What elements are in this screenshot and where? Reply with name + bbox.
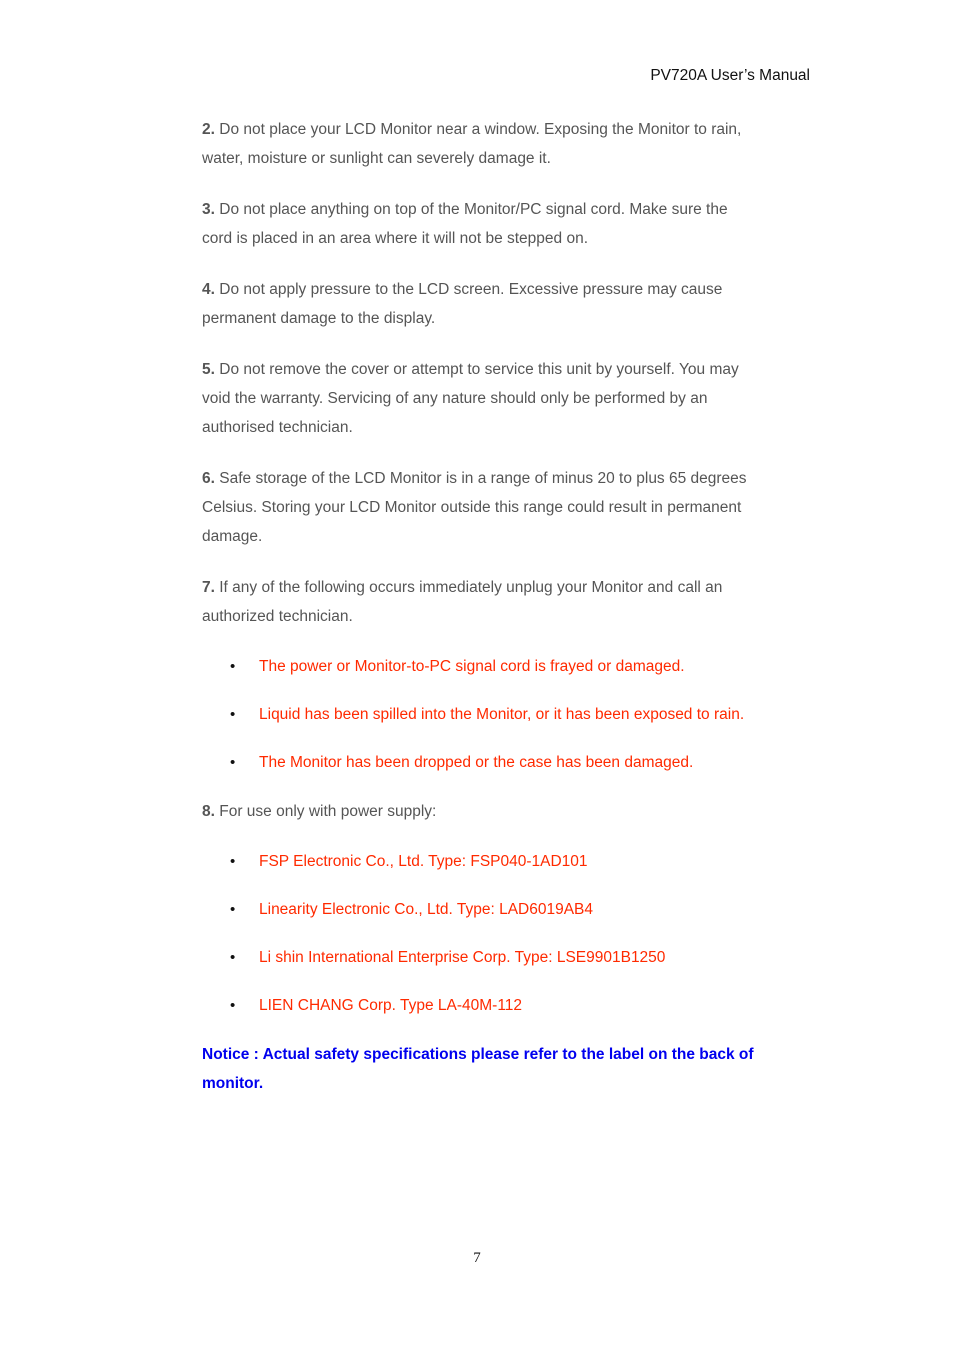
safety-item-5 <box>202 355 762 442</box>
bullet-icon: • <box>230 853 236 870</box>
bullet-icon: • <box>230 901 236 918</box>
list-item <box>202 944 762 972</box>
item-text: If any of the following occurs immediately unplug your Monitor and call an authorized technician. <box>202 579 723 625</box>
bullet-icon: • <box>230 754 236 771</box>
item-number: 3. <box>202 201 215 218</box>
safety-item-8 <box>202 797 762 826</box>
item-text: Do not apply pressure to the LCD screen. Excessive pressure may cause permanent damage to the display. <box>202 281 723 327</box>
list-item <box>202 992 762 1020</box>
item-7-bullet-list <box>202 653 762 777</box>
list-item-text: Li shin International Enterprise Corp. Type: LSE9901B1250 <box>259 949 666 966</box>
bullet-icon: • <box>230 658 236 675</box>
safety-item-6 <box>202 464 762 551</box>
list-item-text: FSP Electronic Co., Ltd. Type: FSP040-1AD101 <box>259 853 588 870</box>
safety-item-4 <box>202 275 762 333</box>
item-number: 7. <box>202 579 215 596</box>
safety-item-3 <box>202 195 762 253</box>
item-text: For use only with power supply: <box>219 803 437 820</box>
page-header: PV720A User’s Manual <box>650 67 810 84</box>
page-number: 7 <box>473 1250 481 1266</box>
bullet-icon: • <box>230 706 236 723</box>
item-number: 6. <box>202 470 215 487</box>
list-item <box>202 653 762 681</box>
item-text: Do not place your LCD Monitor near a window. Exposing the Monitor to rain, water, moisture or sunlight can severely damage it. <box>202 121 742 167</box>
item-text: Safe storage of the LCD Monitor is in a range of minus 20 to plus 65 degrees Celsius. Storing your LCD Monitor outside this range could result in permanent damage. <box>202 470 747 545</box>
bullet-icon: • <box>230 997 236 1014</box>
list-item <box>202 896 762 924</box>
item-text: Do not place anything on top of the Monitor/PC signal cord. Make sure the cord is placed in an area where it will not be stepped on. <box>202 201 728 247</box>
item-8-bullet-list <box>202 848 762 1020</box>
document-body <box>202 115 762 1098</box>
list-item <box>202 701 762 729</box>
bullet-icon: • <box>230 949 236 966</box>
item-text: Do not remove the cover or attempt to service this unit by yourself. You may void the warranty. Servicing of any nature should only be performed by an authorised technician. <box>202 361 739 436</box>
list-item-text: The Monitor has been dropped or the case has been damaged. <box>259 754 694 771</box>
list-item <box>202 749 762 777</box>
list-item-text: Linearity Electronic Co., Ltd. Type: LAD6019AB4 <box>259 901 594 918</box>
list-item-text: Liquid has been spilled into the Monitor, or it has been exposed to rain. <box>259 706 745 723</box>
list-item-text: The power or Monitor-to-PC signal cord is frayed or damaged. <box>259 658 685 675</box>
item-number: 2. <box>202 121 215 138</box>
item-number: 8. <box>202 803 215 820</box>
safety-notice: Notice : Actual safety specifications please refer to the label on the back of monitor. <box>202 1046 754 1092</box>
list-item <box>202 848 762 876</box>
list-item-text: LIEN CHANG Corp. Type LA-40M-112 <box>259 997 523 1014</box>
safety-item-2 <box>202 115 762 173</box>
item-number: 5. <box>202 361 215 378</box>
item-number: 4. <box>202 281 215 298</box>
safety-item-7 <box>202 573 762 631</box>
